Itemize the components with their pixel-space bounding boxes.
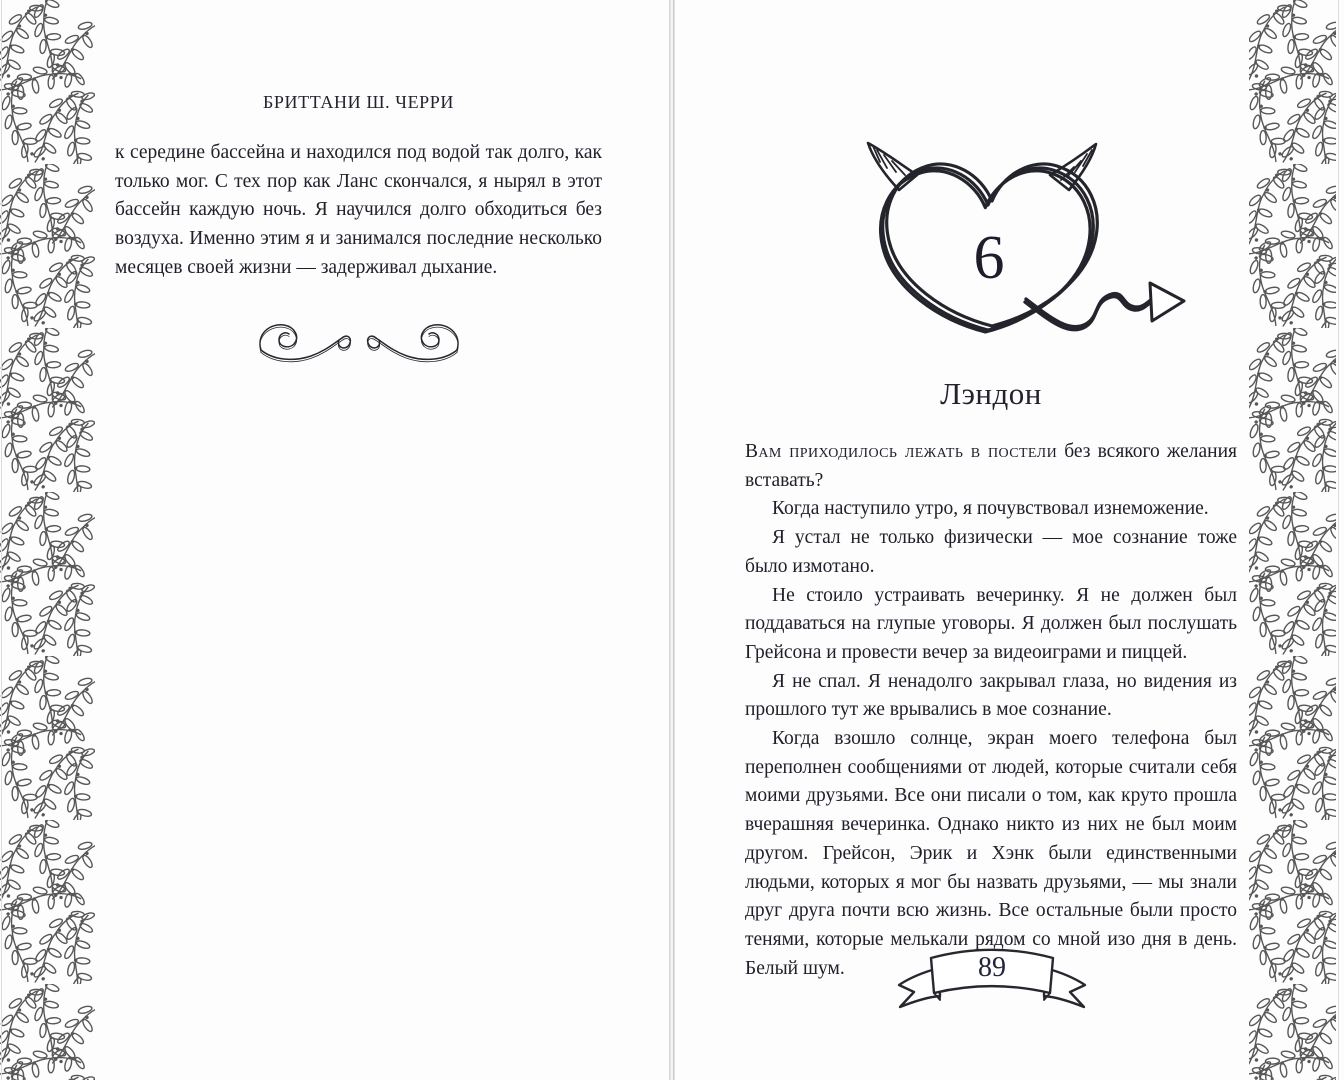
- running-header: БРИТТАНИ Ш. ЧЕРРИ: [262, 92, 454, 112]
- body-paragraph: Не стоило устраивать вечеринку. Я не должен был поддаваться на глупые уговоры. Я должен был послушать Грейсона и провести вечер за видеоиграми и пиццей.: [745, 584, 1237, 663]
- opening-small-caps: Вам приходилось лежать в постели: [745, 441, 1058, 462]
- page-number-banner: [887, 944, 1097, 1016]
- right-page: [745, 0, 1237, 1080]
- chapter-title: Лэндон: [940, 376, 1042, 411]
- page-number: 89: [978, 952, 1006, 983]
- chapter-number: 6: [973, 224, 1005, 292]
- page-edge-line-right: [1338, 0, 1339, 1080]
- body-paragraph: Я не спал. Я ненадолго закрывал глаза, но видения из прошлого тут же врывались в мое сознание.: [745, 670, 1237, 721]
- opening-rest: без всякого желания вставать?: [745, 441, 1237, 491]
- body-paragraph: Когда взошло солнце, экран моего телефона был переполнен сообщениями от людей, которые считали себя моими друзьями. Все они писали о том, как круто прошла вчерашняя вечеринка. Однако никто из них не был моим другом. Грейсон, Эрик и Хэнк были единственными людьми, которых я мог бы назвать друзьями, — мы знали друг друга почти всю жизнь. Все остальные были просто тенями, которые мелькали рядом со мной изо дня в день. Белый шум.: [745, 728, 1237, 979]
- flourish-divider-icon: [253, 319, 465, 365]
- chapter-body: [745, 438, 1237, 983]
- left-page: [115, 0, 602, 365]
- page-gutter: [669, 0, 675, 1080]
- body-paragraph: [745, 438, 1237, 495]
- page-edge-line-left: [1, 0, 2, 1080]
- body-paragraph: Когда наступило утро, я почувствовал изнеможение.: [772, 498, 1209, 520]
- chapter-illustration: [853, 130, 1198, 352]
- left-page-paragraph: к середине бассейна и находился под водой так долго, как только мог. С тех пор как Ланс скончался, я нырял в этот бассейн каждую ночь. Я научился долго обходиться без воздуха. Именно этим я и занимался последние несколько месяцев своей жизни — задерживал дыхание.: [115, 142, 602, 278]
- body-paragraph: Я устал не только физически — мое сознание тоже было измотано.: [745, 527, 1237, 577]
- vine-border-left: [0, 0, 95, 1080]
- vine-border-right: [1249, 0, 1336, 1080]
